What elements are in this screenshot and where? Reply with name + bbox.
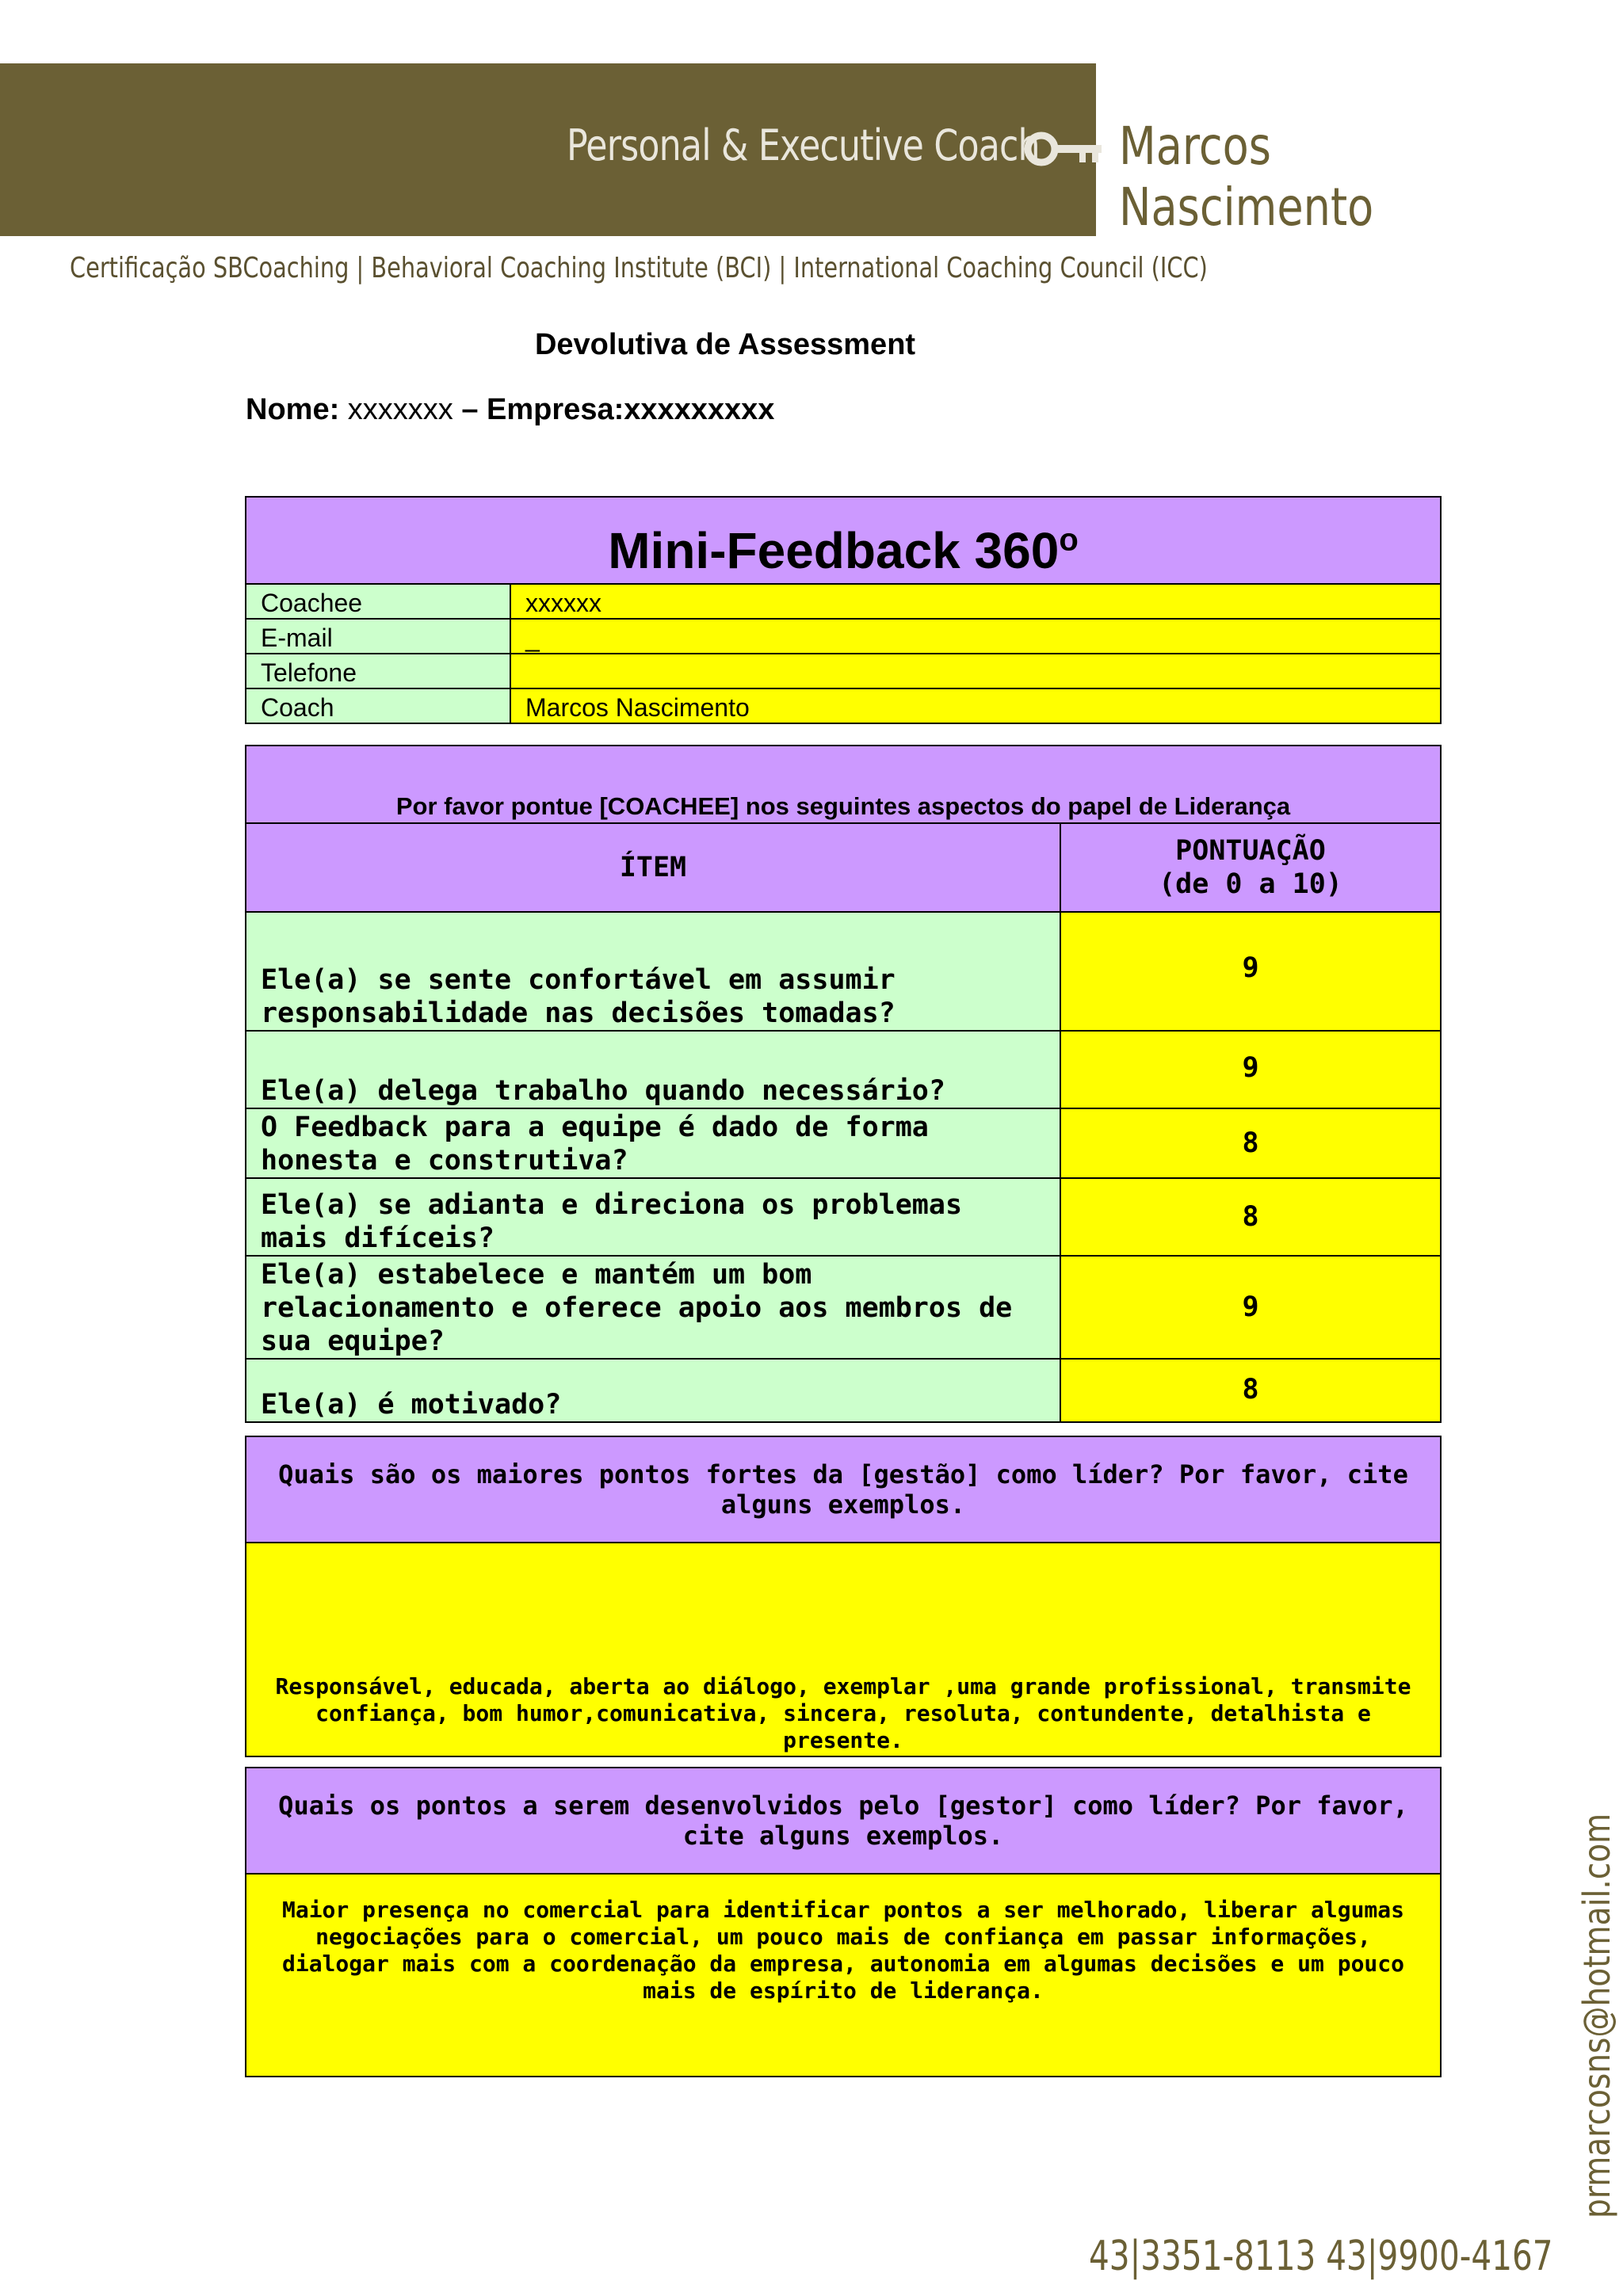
strengths-table — [245, 1436, 1442, 1757]
contact-phones: 43|3351-8113 43|9900-4167 — [1089, 2233, 1553, 2280]
name-value: xxxxxxx — [347, 393, 453, 426]
feedback-title-text: Mini-Feedback 360 — [608, 522, 1060, 579]
column-header-score — [1060, 823, 1441, 912]
profile-value — [510, 654, 1441, 688]
scores-table — [245, 745, 1442, 1423]
profile-value: _ — [510, 619, 1441, 654]
score-value: 9 — [1060, 912, 1441, 1031]
profile-label: Coachee — [246, 584, 510, 619]
degree-sign: o — [1059, 522, 1079, 558]
score-value: 8 — [1060, 1359, 1441, 1422]
certifications-line: Certificação SBCoaching | Behavioral Coaching Institute (BCI) | International Coaching Council (ICC) — [70, 252, 1208, 284]
development-table — [245, 1767, 1442, 2077]
score-value: 9 — [1060, 1256, 1441, 1359]
profile-row-coachee — [246, 584, 1441, 619]
development-question: Quais os pontos a serem desenvolvidos pelo [gestor] como líder? Por favor, cite alguns exemplos. — [246, 1768, 1441, 1874]
header-tagline: Personal & Executive Coach — [567, 120, 1040, 170]
score-row — [246, 1359, 1441, 1422]
profile-row-email — [246, 619, 1441, 654]
score-question: Ele(a) estabelece e mantém um bom relacionamento e oferece apoio aos membros de sua equipe? — [246, 1256, 1060, 1359]
profile-table — [245, 496, 1442, 724]
scores-intro: Por favor pontue [COACHEE] nos seguintes aspectos do papel de Liderança — [246, 746, 1441, 823]
score-header-line1: PONTUAÇÃO — [1175, 835, 1326, 867]
name-label: Nome: — [246, 393, 340, 426]
profile-row-coach — [246, 688, 1441, 723]
feedback-title — [246, 497, 1441, 584]
strengths-question: Quais são os maiores pontos fortes da [gestão] como líder? Por favor, cite alguns exemplos. — [246, 1436, 1441, 1543]
contact-email: prmarcosns@hotmail.com — [1575, 1813, 1618, 2218]
score-question: O Feedback para a equipe é dado de forma honesta e construtiva? — [246, 1108, 1060, 1178]
score-value: 8 — [1060, 1178, 1441, 1256]
score-header-line2: (de 0 a 10) — [1159, 868, 1342, 900]
score-question: Ele(a) se sente confortável em assumir responsabilidade nas decisões tomadas? — [246, 912, 1060, 1031]
column-header-item: ÍTEM — [246, 823, 1060, 912]
score-row — [246, 912, 1441, 1031]
profile-value: xxxxxx — [510, 584, 1441, 619]
score-question: Ele(a) se adianta e direciona os problemas mais difíceis? — [246, 1178, 1060, 1256]
company-label: – Empresa:xxxxxxxxx — [461, 393, 775, 426]
score-row — [246, 1031, 1441, 1108]
profile-label: E-mail — [246, 619, 510, 654]
score-question: Ele(a) é motivado? — [246, 1359, 1060, 1422]
development-answer: Maior presença no comercial para identificar pontos a ser melhorado, liberar algumas negociações para o comercial, um pouco mais de confiança em passar informações, dialogar mais com a coordenação da empresa, autonomia em algumas decisões e um pouco mais de espírito de liderança. — [246, 1874, 1441, 2077]
profile-row-telefone — [246, 654, 1441, 688]
score-value: 8 — [1060, 1108, 1441, 1178]
brand-name: Marcos Nascimento — [1119, 116, 1374, 238]
score-row — [246, 1256, 1441, 1359]
score-row — [246, 1178, 1441, 1256]
profile-value: Marcos Nascimento — [510, 688, 1441, 723]
score-question: Ele(a) delega trabalho quando necessário? — [246, 1031, 1060, 1108]
name-line — [246, 393, 774, 427]
score-value: 9 — [1060, 1031, 1441, 1108]
score-row — [246, 1108, 1441, 1178]
profile-label: Telefone — [246, 654, 510, 688]
key-icon — [1024, 125, 1103, 173]
profile-label: Coach — [246, 688, 510, 723]
document-title: Devolutiva de Assessment — [534, 328, 916, 361]
strengths-answer: Responsável, educada, aberta ao diálogo, exemplar ,uma grande profissional, transmite confiança, bom humor,comunicativa, sincera, resoluta, contundente, detalhista e presente. — [246, 1543, 1441, 1756]
